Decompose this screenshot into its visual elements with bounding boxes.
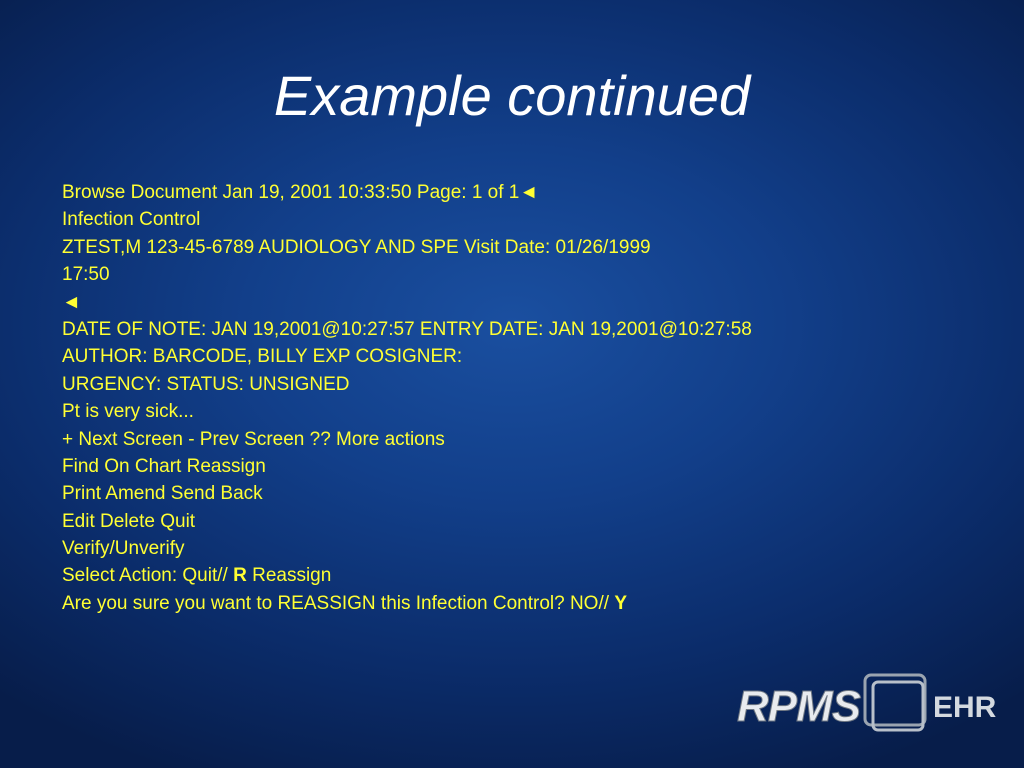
confirm-reassign-prompt: Are you sure you want to REASSIGN this Infection Control? NO// — [62, 592, 615, 614]
action-menu-row: Find On Chart Reassign — [62, 455, 266, 477]
note-date-line: DATE OF NOTE: JAN 19,2001@10:27:57 ENTRY DATE: JAN 19,2001@10:27:58 — [62, 318, 752, 340]
slide-title: Example continued — [273, 64, 751, 127]
confirm-reassign-line — [62, 590, 962, 617]
confirm-reassign-input: Y — [614, 592, 627, 614]
browse-document-line: Browse Document Jan 19, 2001 10:33:50 Page: 1 of 1◄ — [62, 182, 539, 203]
ehr-wordmark: EHR — [933, 691, 997, 724]
select-action-result: Reassign — [246, 565, 332, 587]
urgency-status-line: URGENCY: STATUS: UNSIGNED — [62, 373, 350, 395]
rpms-ehr-logo — [735, 667, 1000, 745]
rpms-wordmark: RPMS — [737, 682, 861, 731]
patient-visit-line: ZTEST,M 123-45-6789 AUDIOLOGY AND SPE Visit Date: 01/26/1999 — [62, 236, 651, 258]
select-action-input: R — [233, 565, 247, 587]
action-menu-row: Edit Delete Quit — [62, 510, 196, 532]
action-menu-row: Print Amend Send Back — [62, 483, 263, 505]
window-stack-icon — [865, 675, 925, 730]
author-line: AUTHOR: BARCODE, BILLY EXP COSIGNER: — [62, 346, 463, 368]
select-action-prompt: Select Action: Quit// — [62, 565, 234, 587]
select-action-line — [62, 562, 962, 589]
navigation-help-line: + Next Screen - Prev Screen ?? More actions — [62, 428, 445, 450]
note-body-line: Pt is very sick... — [62, 401, 194, 423]
action-menu-row: Verify/Unverify — [62, 538, 185, 560]
terminal-screen-text — [62, 179, 962, 617]
marker-line: ◄ — [62, 291, 81, 313]
document-type-line: Infection Control — [62, 209, 201, 231]
visit-time-line: 17:50 — [62, 264, 110, 286]
